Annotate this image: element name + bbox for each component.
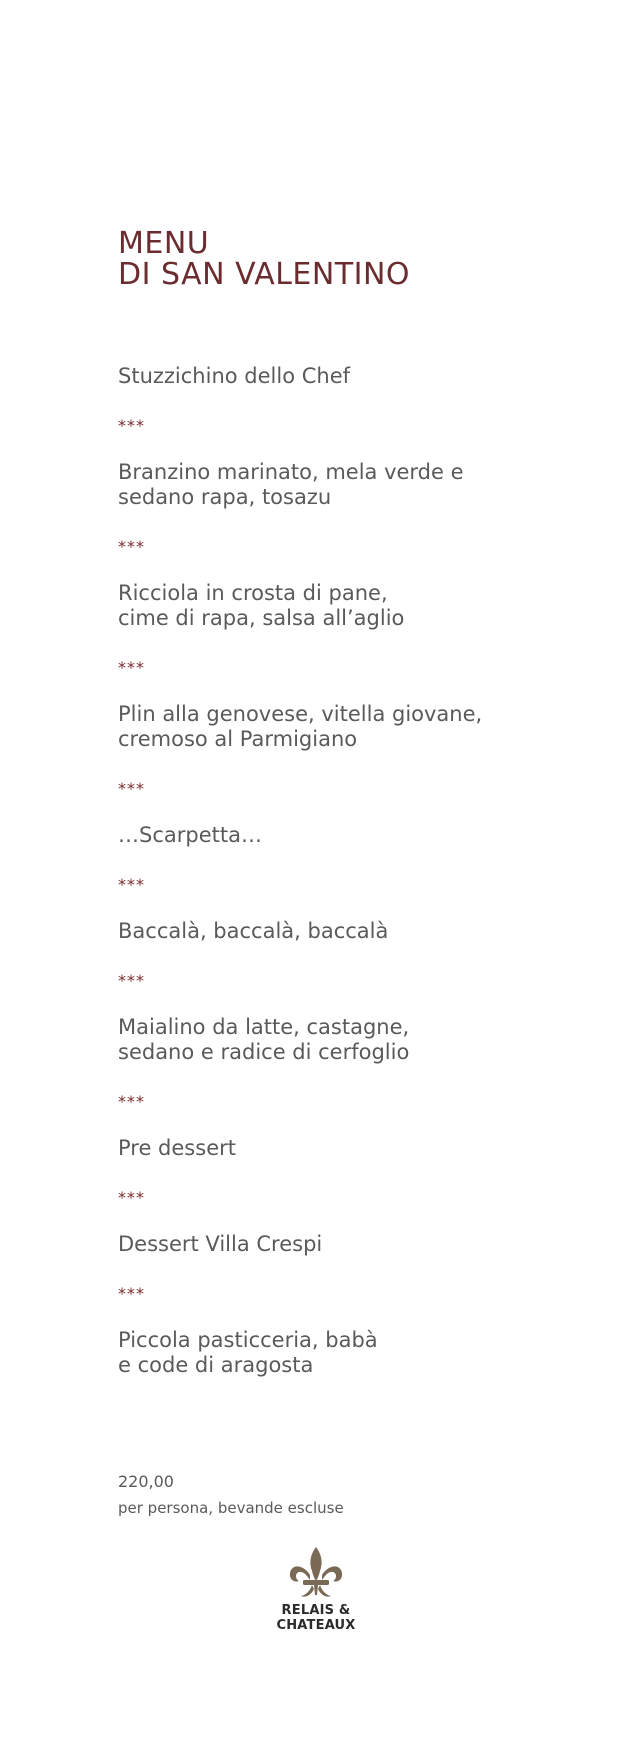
course-separator: *** — [118, 537, 145, 556]
course-separator: *** — [118, 416, 145, 435]
menu-course — [118, 1015, 588, 1065]
course-line: Plin alla genovese, vitella giovane, — [118, 702, 483, 726]
course-line: …Scarpetta… — [118, 823, 262, 847]
fleur-de-lis-icon — [286, 1545, 346, 1601]
menu-course — [118, 364, 588, 389]
course-separator: *** — [118, 1188, 145, 1207]
menu-title-line-1: MENU — [118, 226, 210, 261]
course-separator: *** — [118, 875, 145, 894]
menu-price: 220,00 — [118, 1472, 174, 1491]
menu-course — [118, 702, 588, 752]
course-line: Dessert Villa Crespi — [118, 1232, 323, 1256]
menu-course — [118, 460, 588, 510]
course-line: e code di aragosta — [118, 1353, 314, 1377]
course-line: Baccalà, baccalà, baccalà — [118, 919, 389, 943]
course-line: Branzino marinato, mela verde e — [118, 460, 464, 484]
course-list — [118, 364, 588, 1378]
menu-course — [118, 823, 588, 848]
menu-title-line-2: DI SAN VALENTINO — [118, 257, 411, 292]
menu-course — [118, 581, 588, 631]
menu-course — [118, 919, 588, 944]
course-separator: *** — [118, 971, 145, 990]
course-line: sedano rapa, tosazu — [118, 485, 332, 509]
menu-course — [118, 1232, 588, 1257]
course-line: Maialino da latte, castagne, — [118, 1015, 410, 1039]
course-separator: *** — [118, 1092, 145, 1111]
menu-title — [118, 228, 410, 290]
menu-course — [118, 1328, 588, 1378]
logo-text-line-2: CHATEAUX — [276, 1618, 356, 1633]
price-block — [118, 1470, 344, 1520]
course-separator: *** — [118, 1284, 145, 1303]
course-line: cime di rapa, salsa all’aglio — [118, 606, 405, 630]
relais-chateaux-logo — [266, 1545, 366, 1633]
menu-course — [118, 1136, 588, 1161]
course-line: sedano e radice di cerfoglio — [118, 1040, 410, 1064]
price-note: per persona, bevande escluse — [118, 1499, 344, 1517]
course-separator: *** — [118, 658, 145, 677]
course-separator: *** — [118, 779, 145, 798]
course-line: Stuzzichino dello Chef — [118, 364, 351, 388]
course-line: Ricciola in crosta di pane, — [118, 581, 388, 605]
course-line: Piccola pasticceria, babà — [118, 1328, 378, 1352]
logo-text-line-1: RELAIS & — [281, 1603, 351, 1618]
course-line: Pre dessert — [118, 1136, 236, 1160]
course-line: cremoso al Parmigiano — [118, 727, 358, 751]
logo-wordmark — [266, 1603, 366, 1633]
